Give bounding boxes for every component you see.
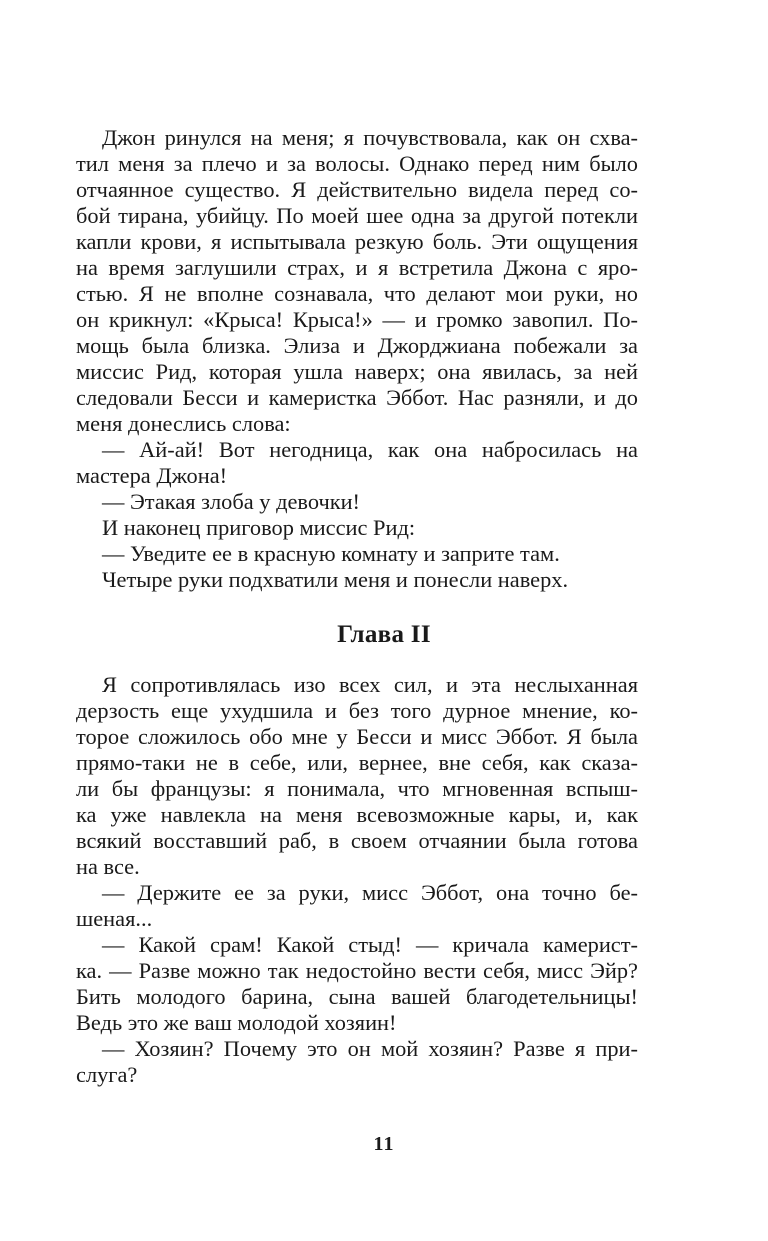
- text-line: шеная...: [76, 906, 153, 931]
- text-line: Четыре руки подхватили меня и понесли наверх.: [102, 567, 569, 592]
- text-block-before-chapter: [76, 125, 638, 593]
- chapter-title: Глава II: [337, 621, 431, 648]
- text-line: ка. — Разве можно так недостойно вести себя, мисс Эйр?: [76, 958, 638, 983]
- text-line: торое сложилось обо мне у Бесси и мисс Эббот. Я была: [76, 724, 638, 749]
- text-block-after-chapter: [76, 672, 638, 1088]
- text-line: на время заглушили страх, и я встретила Джона с яро-: [76, 255, 638, 280]
- text-line: миссис Рид, которая ушла наверх; она явилась, за ней: [76, 359, 638, 384]
- text-line: слуга?: [76, 1062, 138, 1087]
- text-line: дерзость еще ухудшила и без того дурное мнение, ко-: [76, 698, 638, 723]
- text-line: отчаянное существо. Я действительно видела перед со-: [76, 177, 638, 202]
- text-line: прямо-таки не в себе, или, вернее, вне себя, как сказа-: [76, 750, 638, 775]
- text-line: ли бы французы: я понимала, что мгновенная вспыш-: [76, 776, 638, 801]
- page-number: 11: [373, 1133, 395, 1155]
- text-line: мастера Джона!: [76, 463, 228, 488]
- text-line: — Уведите ее в красную комнату и заприте там.: [102, 541, 560, 566]
- text-line: всякий восставший раб, в своем отчаянии была готова: [76, 828, 638, 853]
- text-line: Ведь это же ваш молодой хозяин!: [76, 1010, 397, 1035]
- text-line: — Ай-ай! Вот негодница, как она набросилась на: [102, 437, 638, 462]
- text-line: Я сопротивлялась изо всех сил, и эта неслыханная: [102, 672, 638, 697]
- text-line: капли крови, я испытывала резкую боль. Эти ощущения: [76, 229, 638, 254]
- text-line: мощь была близка. Элиза и Джорджиана побежали за: [76, 333, 638, 358]
- text-line: стью. Я не вполне сознавала, что делают мои руки, но: [76, 281, 638, 306]
- text-line: ка уже навлекла на меня всевозможные кары, и, как: [76, 802, 638, 827]
- text-line: тил меня за плечо и за волосы. Однако перед ним было: [76, 151, 638, 176]
- text-line: И наконец приговор миссис Рид:: [102, 515, 416, 540]
- text-line: — Хозяин? Почему это он мой хозяин? Разве я при-: [102, 1036, 638, 1061]
- text-line: — Этакая злоба у девочки!: [102, 489, 361, 514]
- text-line: — Какой срам! Какой стыд! — кричала камерист-: [102, 932, 638, 957]
- text-line: — Держите ее за руки, мисс Эббот, она точно бе-: [102, 880, 638, 905]
- text-line: он крикнул: «Крыса! Крыса!» — и громко завопил. По-: [76, 307, 638, 332]
- text-line: меня донеслись слова:: [76, 411, 291, 436]
- text-line: Джон ринулся на меня; я почувствовала, как он схва-: [102, 125, 638, 150]
- text-line: следовали Бесси и камеристка Эббот. Нас разняли, и до: [76, 385, 638, 410]
- text-line: бой тирана, убийцу. По моей шее одна за другой потекли: [76, 203, 638, 228]
- text-line: Бить молодого барина, сына вашей благодетельницы!: [76, 984, 638, 1009]
- text-line: на все.: [76, 854, 140, 879]
